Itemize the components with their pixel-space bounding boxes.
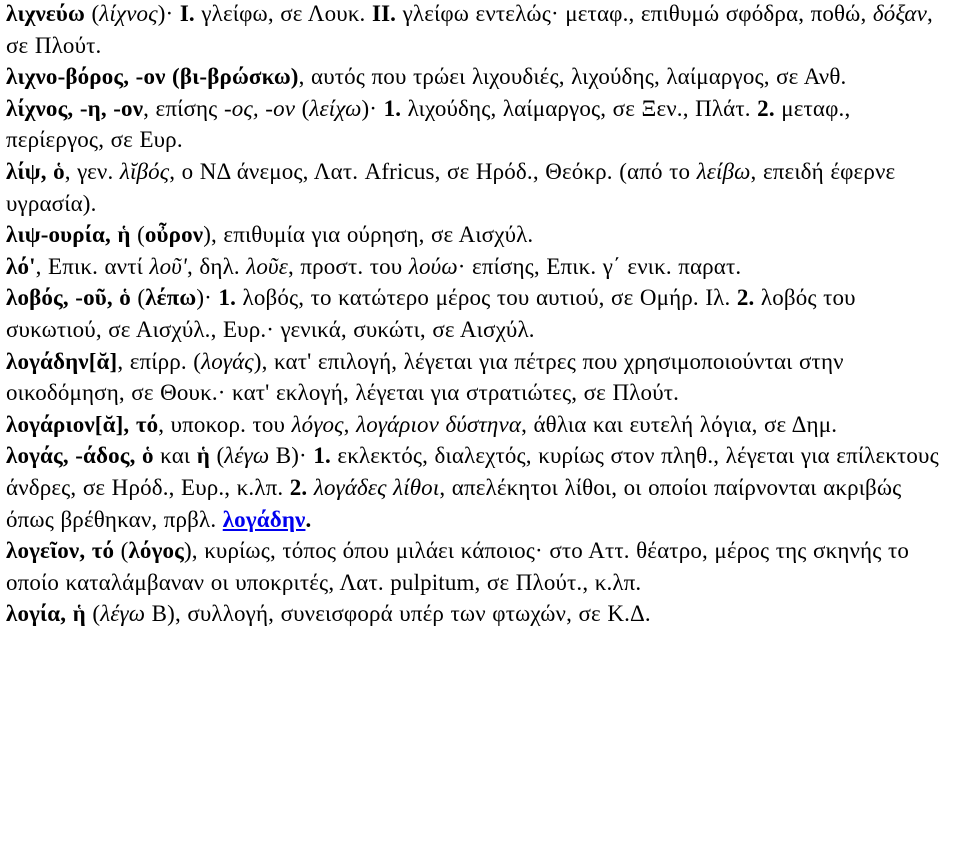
definition-text: ), κυρίως, τόπος όπου μιλάει κάποιος· στο Αττ. θέατρο, μέρος της σκηνής το οποίο καταλάμβαναν οι υποκριτές, Λατ. pulpitum, σε Πλούτ., κ.λπ. xyxy=(6,538,910,595)
dictionary-entry xyxy=(6,346,954,409)
headword-text: 1. xyxy=(383,95,402,121)
italic-term: -ος, -ον xyxy=(223,95,296,121)
definition-text: ( xyxy=(85,601,101,627)
definition-text: λιχούδης, λαίμαργος, σε Ξεν., Πλάτ. xyxy=(401,95,758,121)
definition-text: , γεν. xyxy=(64,158,120,184)
italic-term: λέγω xyxy=(100,601,146,627)
dictionary-entries xyxy=(6,0,954,630)
italic-term: λογάριον δύστηνα xyxy=(356,411,522,437)
headword-text: λογάδην[ᾰ] xyxy=(6,348,118,374)
definition-text: , αυτός που τρώει λιχουδιές, λιχούδης, λαίμαργος, σε Ανθ. xyxy=(298,64,847,90)
definition-text: , xyxy=(343,411,357,437)
headword-text: λογάς, -άδος, ὁ xyxy=(6,443,154,469)
definition-text: λοβός του συκωτιού, σε Αισχύλ., Ευρ.· γενικά, συκώτι, σε Αισχύλ. xyxy=(6,285,856,342)
italic-term: λοῦ' xyxy=(149,253,188,279)
definition-text: , ο ΝΔ άνεμος, Λατ. Africus, σε Ηρόδ., Θεόκρ. (από το xyxy=(169,158,697,184)
definition-text: , άθλια και ευτελή λόγια, σε Δημ. xyxy=(521,411,838,437)
definition-text: , σε Πλούτ. xyxy=(6,1,933,58)
cross-reference-link[interactable]: λογάδην xyxy=(222,506,306,532)
headword-text: 2. xyxy=(289,474,308,500)
definition-text: ( xyxy=(295,95,310,121)
headword-text: . xyxy=(305,506,312,532)
headword-text: I. xyxy=(179,1,195,26)
definition-text: ( xyxy=(130,222,145,248)
definition-text: ( xyxy=(130,285,146,311)
definition-text: , δηλ. xyxy=(187,253,247,279)
dictionary-entry xyxy=(6,535,954,598)
dictionary-entry xyxy=(6,409,954,441)
dictionary-entry xyxy=(6,0,954,61)
definition-text: ), κατ' επιλογή, λέγεται για πέτρες που χρησιμοποιούνται στην οικοδόμηση, σε Θουκ.· κατ' εκλογή, λέγεται για στρατιώτες, σε Πλούτ. xyxy=(6,348,844,406)
definition-text: λοβός, το κατώτερο μέρος του αυτιού, σε Ομήρ. Ιλ. xyxy=(236,285,737,311)
definition-text: και xyxy=(153,443,197,469)
headword-text: λίχνος, -η, -ον xyxy=(6,95,144,121)
headword-text: λογεῖον, τό xyxy=(6,538,115,564)
definition-text: B), συλλογή, συνεισφορά υπέρ των φτωχών, σε Κ.Δ. xyxy=(145,601,651,627)
definition-text: )· xyxy=(361,95,384,121)
definition-text: , προστ. του xyxy=(287,253,409,279)
headword-text: λοβός, -οῦ, ὁ xyxy=(6,285,131,311)
italic-term: λείχω xyxy=(309,95,362,121)
definition-text: εκλεκτός, διαλεχτός, κυρίως στον πληθ., λέγεται για επίλεκτους άνδρες, σε Ηρόδ., Ευρ., κ.λπ. xyxy=(6,443,939,500)
headword-text: λιψ-ουρία, ἡ xyxy=(6,222,131,248)
headword-text: II. xyxy=(371,1,397,26)
definition-text: )· xyxy=(157,1,180,26)
dictionary-entry xyxy=(6,93,954,156)
italic-term: λόγος xyxy=(291,411,344,437)
italic-term: λῐβός xyxy=(119,158,170,184)
headword-text: 2. xyxy=(757,95,775,121)
definition-text: , επειδή έφερνε υγρασία). xyxy=(6,158,896,216)
headword-text: λέπω xyxy=(145,285,197,311)
definition-text: , επίρρ. ( xyxy=(117,348,202,374)
headword-text: ἡ xyxy=(196,443,210,469)
definition-text: · επίσης, Επικ. γ΄ ενικ. παρατ. xyxy=(457,253,742,279)
dictionary-entry xyxy=(6,156,954,219)
definition-text: ( xyxy=(114,538,129,564)
headword-text: 1. xyxy=(313,443,331,469)
definition-text: γλείφω, σε Λουκ. xyxy=(194,1,372,26)
italic-term: λογάς xyxy=(201,348,254,374)
italic-term: λίχνος xyxy=(99,1,158,26)
definition-text: , απελέκητοι λίθοι, οι οποίοι παίρνονται ακριβώς όπως βρέθηκαν, πρβλ. xyxy=(6,474,902,532)
definition-text: , υποκορ. του xyxy=(158,411,292,437)
dictionary-entry xyxy=(6,251,954,283)
headword-text: 1. xyxy=(218,285,237,311)
dictionary-entry xyxy=(6,61,954,93)
headword-text: λόγος xyxy=(128,538,184,564)
dictionary-entry xyxy=(6,219,954,251)
headword-text: 2. xyxy=(736,285,755,311)
definition-text: μεταφ., περίεργος, σε Ευρ. xyxy=(6,95,851,153)
definition-text: ( xyxy=(84,1,100,26)
italic-term: λείβω xyxy=(696,158,751,184)
definition-text: γλείφω εντελώς· μεταφ., επιθυμώ σφόδρα, ποθώ, xyxy=(396,1,873,26)
headword-text: λίψ, ὁ xyxy=(6,158,65,184)
italic-term: λέγω xyxy=(224,443,270,469)
definition-text: ( xyxy=(209,443,225,469)
italic-term: λούω xyxy=(408,253,458,279)
dictionary-entry xyxy=(6,282,954,345)
headword-text: λογάριον[ᾰ], τό xyxy=(6,411,159,437)
headword-text: λό' xyxy=(6,253,36,279)
definition-text: B)· xyxy=(269,443,314,469)
headword-text: λιχνεύω xyxy=(6,1,85,26)
headword-text: λιχνο-βόρος, -ον (βι-βρώσκω) xyxy=(6,64,299,90)
dictionary-entry xyxy=(6,598,954,630)
definition-text: , Επικ. αντί xyxy=(35,253,150,279)
dictionary-entry xyxy=(6,440,954,535)
definition-text: ), επιθυμία για ούρηση, σε Αισχύλ. xyxy=(203,222,534,248)
headword-text: λογία, ἡ xyxy=(6,601,86,627)
italic-term: λογάδες λίθοι xyxy=(313,474,440,500)
headword-text: οὖρον xyxy=(144,222,204,248)
definition-text: , επίσης xyxy=(143,95,224,121)
italic-term: λοῦε xyxy=(246,253,288,279)
definition-text: )· xyxy=(196,285,219,311)
italic-term: δόξαν xyxy=(872,1,927,26)
